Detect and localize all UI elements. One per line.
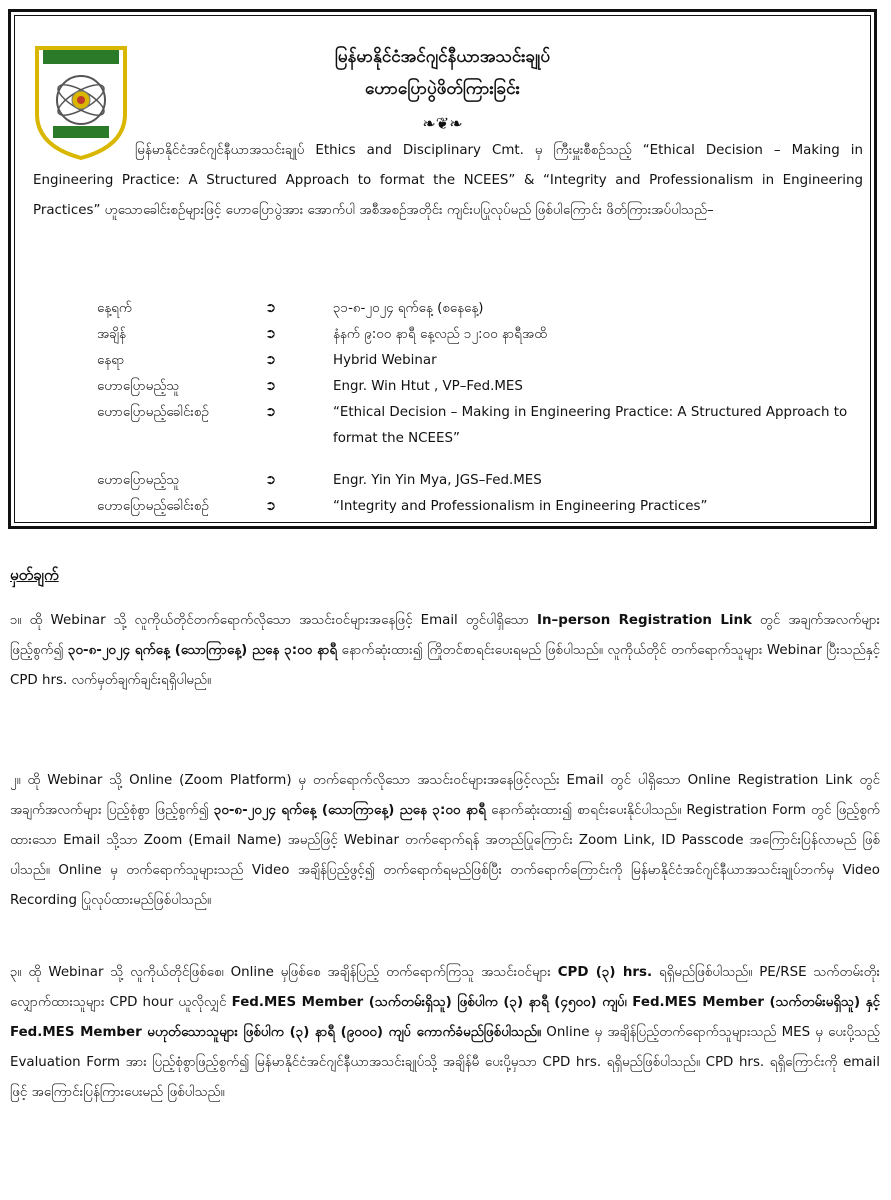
note-link-name: In–person Registration Link [537,613,752,628]
arrow-icon: ➲ [265,379,277,394]
note-cpd-hours: CPD (၃) hrs. [557,965,653,980]
note-text: ၁။ ထို Webinar သို့ လူကိုယ်တိုင်တက်ရောက်လိုသော အသင်းဝင်များအနေဖြင့် Email တွင်ပါရှိသော [10,613,538,628]
detail-label: ဟောပြောမည့်သူ [97,473,180,488]
note-text: နောက်ဆုံးထား၍ စာရင်းပေးနိုင်ပါသည်။ Registration Form တွင် ဖြည့်စွက်ထားသော Email သို့သာ Zoom (Email Name) အမည်ဖြင့် Webinar တက်ရောက်ရန် အတည်ပြုကြောင်း Zoom Link, ID Passcode အကြောင်းပြန်လာမည် ဖြစ်ပါသည်။ Online မှ တက်ရောက်သူများသည် Video အချိန်ပြည့်ဖွင့်၍ တက်ရောက်ရမည်ဖြစ်ပြီး တက်ရောက်ကြောင်းကို မြန်မာနိုင်ငံအင်ဂျင်နီယာအသင်းချုပ်ဘက်မှ Video Recording ပြုလုပ်ထားမည်ဖြစ်ပါသည်။ [10,803,881,908]
notes-heading: မှတ်ချက် [10,566,59,584]
event-details [97,296,873,520]
note-text: ၃။ ထို Webinar သို့ လူကိုယ်တိုင်ဖြစ်စေ၊ Online မှဖြစ်စေ အချိန်ပြည့် တက်ရောက်ကြသူ အသင်းဝင်များ [10,965,558,980]
detail-value: “Ethical Decision – Making in Engineering Practice: A Structured Approach to format the NCEES” [333,405,848,446]
note-text: ၂။ ထို Webinar သို့ Online (Zoom Platform) မှ တက်ရောက်လိုသော အသင်းဝင်များအနေဖြင့်လည်း Email တွင် ပါရှိသော Online Registration Link တွင် အချက်အလက်များ ပြည့်စုံစွာ ဖြည့်စွက်၍ [10,773,880,818]
note-text: နောက်ဆုံးထား၍ ကြိုတင်စာရင်းပေးရမည် ဖြစ်ပါသည်။ လူကိုယ်တိုင် တက်ရောက်သူများ Webinar ပြီးသည်နှင့် CPD hrs. လက်မှတ်ချက်ချင်းရရှိပါမည်။ [10,643,880,688]
detail-row-speaker-1 [97,374,873,400]
ornament-icon: ❧❦❧ [422,114,463,133]
detail-value: ၃၁-၈-၂၀၂၄ ရက်နေ့ (စနေနေ့) [333,301,484,316]
detail-label: နေ့ရက် [97,301,132,316]
note-1 [10,606,880,696]
detail-label: ဟောပြောမည့်သူ [97,379,180,394]
org-title: မြန်မာနိုင်ငံအင်ဂျင်နီယာအသင်းချုပ် [334,47,551,67]
note-deadline: ၃၀-၈-၂၀၂၄ ရက်နေ့ (သောကြာနေ့) ညနေ ၃:၀၀ နာရီ [67,643,338,658]
note-text: တွင် အချက်အလက်များ ဖြည့်စွက်၍ [10,613,881,658]
detail-row-date [97,296,873,322]
note-deadline: ၃၀-၈-၂၀၂၄ ရက်နေ့ (သောကြာနေ့) ညနေ ၃:၀၀ နာရီ [213,803,486,818]
intro-paragraph: မြန်မာနိုင်ငံအင်ဂျင်နီယာအသင်းချုပ် Ethics and Disciplinary Cmt. မှ ကြီးမှူးစီစဉ်သည့် “Ethical Decision – Making in Engineering Practice: A Structured Approach to format the NCEES” & “Integrity and Professionalism in Engineering Practices” ဟူသောခေါင်းစဉ်များဖြင့် ဟောပြောပွဲအား အောက်ပါ အစီအစဉ်အတိုင်း ကျင်းပပြုလုပ်မည် ဖြစ်ပါကြောင်း ဖိတ်ကြားအပ်ပါသည်– [33,143,863,218]
detail-value: Engr. Win Htut , VP–Fed.MES [333,379,523,394]
detail-row-topic-2 [97,494,873,520]
detail-label: ဟောပြောမည့်ခေါင်းစဉ် [97,499,209,514]
detail-value: “Integrity and Professionalism in Engineering Practices” [333,499,708,514]
detail-row-speaker-2 [97,468,873,494]
invitation-box [8,9,877,529]
arrow-icon: ➲ [265,473,277,488]
event-title: ဟောပြောပွဲဖိတ်ကြားခြင်း [365,79,520,99]
detail-value: နံနက် ၉:၀၀ နာရီ နေ့လည် ၁၂:၀၀ နာရီအထိ [333,327,548,342]
detail-value: Hybrid Webinar [333,353,437,368]
detail-row-time [97,322,873,348]
detail-label: ဟောပြောမည့်ခေါင်းစဉ် [97,405,209,420]
detail-label: နေရာ [97,353,125,368]
note-2 [10,766,880,916]
detail-label: အချိန် [97,327,126,342]
note-3 [10,958,880,1108]
arrow-icon: ➲ [265,405,277,420]
note-fees: Fed.MES Member (သက်တမ်းရှိသူ) ဖြစ်ပါက (၃) နာရီ (၄၅၀၀) ကျပ်၊ Fed.MES Member (သက်တမ်းမရှိသူ) နှင့် Fed.MES Member မဟုတ်သောသူများ ဖြစ်ပါက (၃) နာရီ (၉၀၀၀) ကျပ် ကောက်ခံမည်ဖြစ်ပါသည်။ [10,995,880,1040]
arrow-icon: ➲ [265,499,277,514]
note-text: ရရှိမည်ဖြစ်ပါသည်။ PE/RSE သက်တမ်းတိုးလျှောက်ထားသူများ CPD hour ယူလိုလျှင် [10,965,881,1010]
detail-row-venue [97,348,873,374]
note-text: Online မှ အချိန်ပြည့်တက်ရောက်သူများသည် MES မှ ပေးပို့သည့် Evaluation Form အား ပြည့်စုံစွာဖြည့်စွက်၍ မြန်မာနိုင်ငံအင်ဂျင်နီယာအသင်းချုပ်သို့ အချိန်မီ ပေးပို့မှသာ CPD hrs. ရရှိမည်ဖြစ်ပါသည်။ CPD hrs. ရရှိကြောင်းကို email ဖြင့် အကြောင်းပြန်ကြားပေးမည် ဖြစ်ပါသည်။ [10,1025,880,1100]
detail-row-topic-1 [97,400,873,452]
arrow-icon: ➲ [265,353,277,368]
detail-value: Engr. Yin Yin Mya, JGS–Fed.MES [333,473,542,488]
detail-spacer [97,452,873,468]
arrow-icon: ➲ [265,327,277,342]
arrow-icon: ➲ [265,301,277,316]
